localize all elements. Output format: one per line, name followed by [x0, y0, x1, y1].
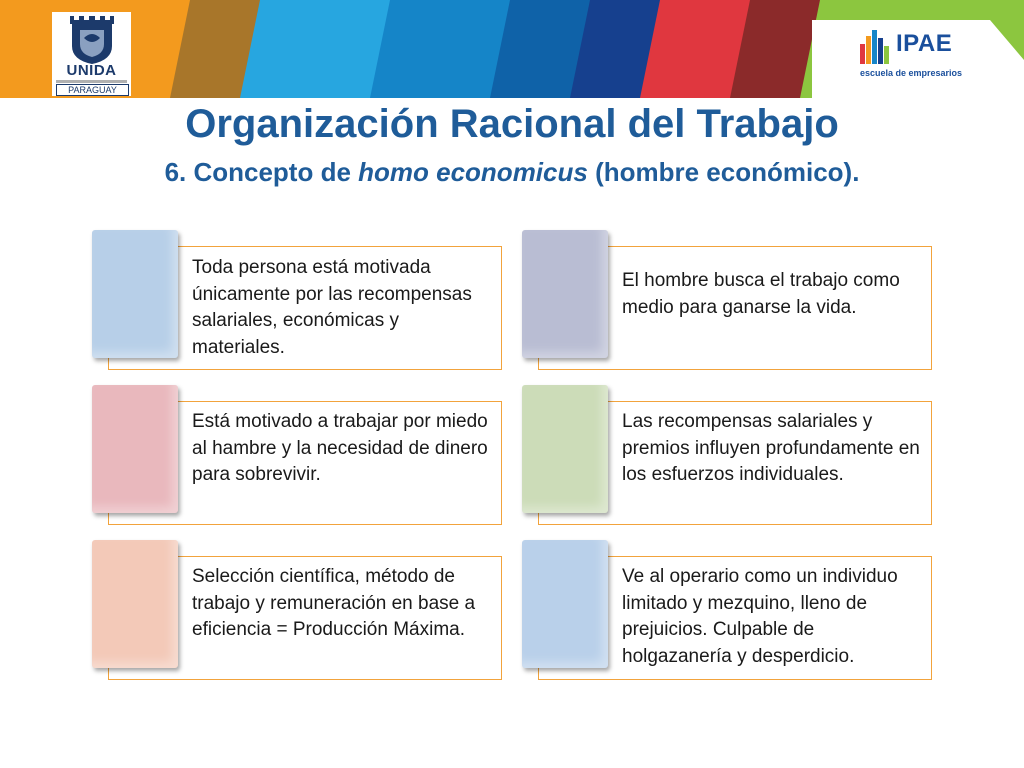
ipae-logo	[820, 18, 1020, 98]
ipae-bars-icon	[860, 30, 892, 64]
card-color-tile	[92, 230, 178, 358]
unida-logo	[52, 12, 131, 96]
card-color-tile	[522, 385, 608, 513]
unida-emblem-icon	[70, 16, 114, 64]
ipae-logo-name: IPAE	[896, 30, 953, 57]
card-color-tile	[92, 385, 178, 513]
card-color-tile	[92, 540, 178, 668]
unida-logo-fineprint	[56, 80, 127, 83]
page-subtitle	[0, 157, 1024, 188]
card-text: Selección científica, método de trabajo y remuneración en base a eficiencia = Producción Máxima.	[192, 566, 476, 640]
card-color-tile	[522, 230, 608, 358]
card-text: Ve al operario como un individuo limitado y mezquino, lleno de prejuicios. Culpable de holgazanería y desperdicio.	[622, 566, 898, 667]
page-title: Organización Racional del Trabajo	[185, 102, 839, 146]
unida-logo-name: UNIDA	[66, 62, 117, 79]
card-text: Está motivado a trabajar por miedo al hambre y la necesidad de dinero para sobrevivir.	[192, 411, 488, 485]
header-banner	[0, 0, 1024, 98]
subtitle-italic: homo economicus	[358, 157, 588, 187]
card-text: Las recompensas salariales y premios influyen profundamente en los esfuerzos individuales.	[622, 411, 920, 485]
card-text: Toda persona está motivada únicamente por las recompensas salariales, económicas y materiales.	[192, 257, 472, 358]
subtitle-prefix: 6. Concepto de	[164, 157, 359, 187]
subtitle-suffix: (hombre económico).	[587, 157, 860, 187]
ipae-logo-subtitle: escuela de empresarios	[860, 68, 963, 78]
unida-logo-country: PARAGUAY	[56, 84, 129, 96]
card-color-tile	[522, 540, 608, 668]
card-text: El hombre busca el trabajo como medio para ganarse la vida.	[622, 270, 900, 318]
